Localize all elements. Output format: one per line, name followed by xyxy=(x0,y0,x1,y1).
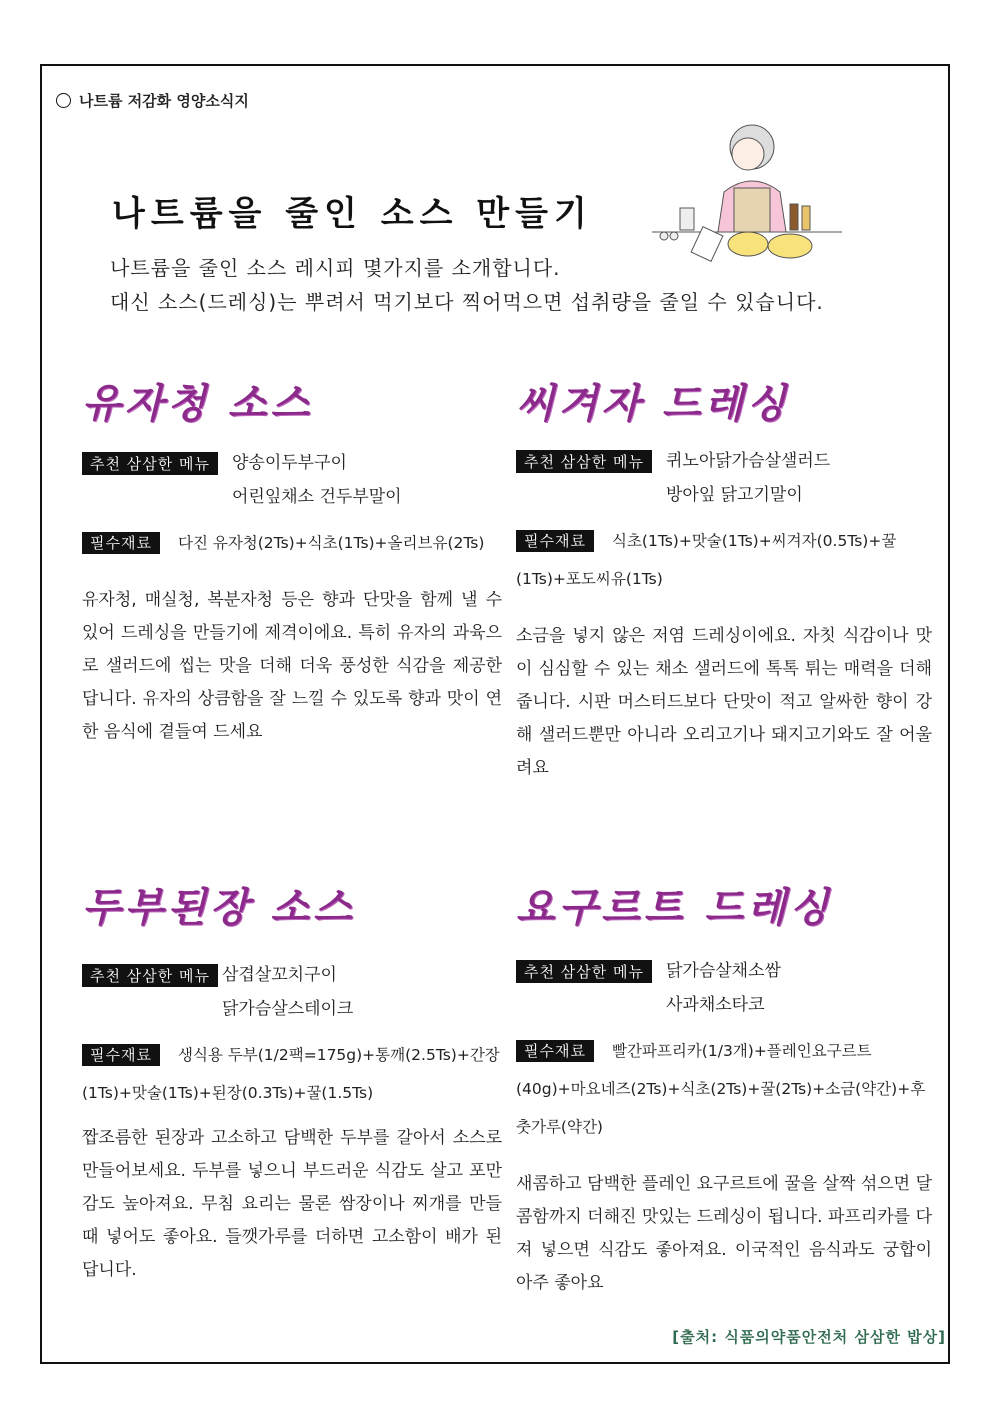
ingredients-tag: 필수재료 xyxy=(516,530,594,552)
circle-bullet-icon xyxy=(56,93,71,108)
recipe-tofu-doenjang xyxy=(82,876,502,1287)
recipe-title: 두부된장 소스 xyxy=(82,884,356,931)
menu-tag: 추천 삼삼한 메뉴 xyxy=(82,964,218,987)
menu-item: 닭가슴살채소쌈 xyxy=(665,961,781,981)
section-header xyxy=(56,90,249,111)
menu-item: 어린잎채소 건두부말이 xyxy=(231,487,402,507)
menu-item: 퀴노아닭가슴살샐러드 xyxy=(665,451,831,471)
intro-line-2: 대신 소스(드레싱)는 뿌려서 먹기보다 찍어먹으면 섭취량을 줄일 수 있습니다. xyxy=(110,290,824,314)
menu-item: 양송이두부구이 xyxy=(231,453,347,473)
menu-tag: 추천 삼삼한 메뉴 xyxy=(516,960,652,983)
menu-item: 방아잎 닭고기말이 xyxy=(665,485,803,505)
recipe-title: 씨겨자 드레싱 xyxy=(516,380,790,427)
recipe-title: 요구르트 드레싱 xyxy=(516,884,833,931)
ingredients-text: 다진 유자청(2Ts)+식초(1Ts)+올리브유(2Ts) xyxy=(177,534,485,552)
recipe-description: 유자청, 매실청, 복분자청 등은 향과 단맛을 함께 낼 수 있어 드레싱을 만들기에 제격이에요. 특히 유자의 과육으로 샐러드에 씹는 맛을 더해 더욱 풍성한 식감을 제공한답니다. 유자의 상큼함을 잘 느낄 수 있도록 향과 맛이 연한 음식에 곁들여 드세요 xyxy=(82,590,502,742)
recipe-yuja xyxy=(82,372,502,749)
ingredients-tag: 필수재료 xyxy=(82,1044,160,1066)
recipe-description: 소금을 넣지 않은 저염 드레싱이에요. 자칫 식감이나 맛이 심심할 수 있는 채소 샐러드에 톡톡 튀는 매력을 더해줍니다. 시판 머스터드보다 단맛이 적고 알싸한 향이 강해 샐러드뿐만 아니라 오리고기나 돼지고기와도 잘 어울려요 xyxy=(516,626,932,778)
recipe-description: 짭조름한 된장과 고소하고 담백한 두부를 갈아서 소스로 만들어보세요. 두부를 넣으니 부드러운 식감도 살고 포만감도 높아져요. 무침 요리는 물론 쌈장이나 찌개를 만들 때 넣어도 좋아요. 들깻가루를 더하면 고소함이 배가 된답니다. xyxy=(82,1128,502,1280)
intro-line-1: 나트륨을 줄인 소스 레시피 몇가지를 소개합니다. xyxy=(110,256,561,280)
ingredients-tag: 필수재료 xyxy=(82,532,160,554)
cooking-woman-illustration xyxy=(652,112,842,272)
menu-tag: 추천 삼삼한 메뉴 xyxy=(82,452,218,475)
recipe-title: 유자청 소스 xyxy=(82,380,314,427)
menu-item: 사과채소타코 xyxy=(665,995,765,1015)
source-citation: [출처: 식품의약품안전처 삼삼한 밥상] xyxy=(672,1328,946,1346)
ingredients-text: 생식용 두부(1/2팩=175g)+통깨(2.5Ts)+간장(1Ts)+맛술(1Ts)+된장(0.3Ts)+꿀(1.5Ts) xyxy=(82,1046,500,1102)
ingredients-text: 식초(1Ts)+맛술(1Ts)+씨겨자(0.5Ts)+꿀(1Ts)+포도씨유(1Ts) xyxy=(516,532,897,588)
recipe-description: 새콤하고 담백한 플레인 요구르트에 꿀을 살짝 섞으면 달콤함까지 더해진 맛있는 드레싱이 됩니다. 파프리카를 다져 넣으면 식감도 좋아져요. 이국적인 음식과도 궁합이 아주 좋아요 xyxy=(516,1174,932,1293)
section-header-label: 나트륨 저감화 영양소식지 xyxy=(79,92,249,110)
menu-item: 삼겹살꼬치구이 xyxy=(221,965,337,985)
ingredients-text: 빨간파프리카(1/3개)+플레인요구르트(40g)+마요네즈(2Ts)+식초(2Ts)+꿀(2Ts)+소금(약간)+후춧가루(약간) xyxy=(516,1042,926,1136)
recipe-yogurt xyxy=(516,876,932,1300)
ingredients-tag: 필수재료 xyxy=(516,1040,594,1062)
page-title: 나트륨을 줄인 소스 만들기 xyxy=(112,194,593,234)
menu-item: 닭가슴살스테이크 xyxy=(221,999,354,1019)
menu-tag: 추천 삼삼한 메뉴 xyxy=(516,450,652,473)
recipe-mustard xyxy=(516,372,932,785)
